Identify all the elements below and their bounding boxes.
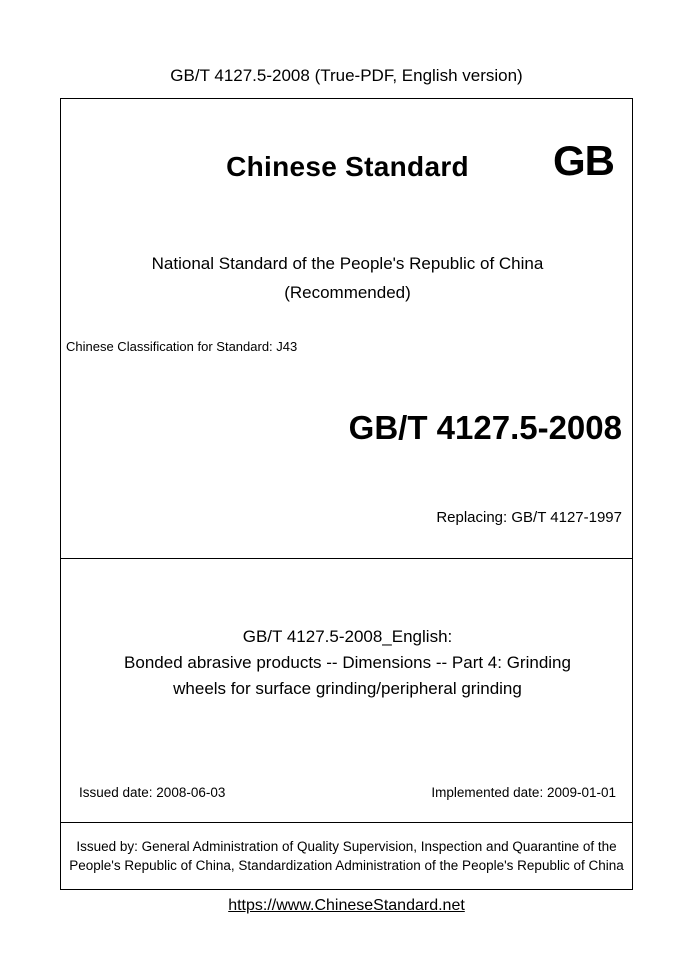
- national-standard-line-2: (Recommended): [284, 283, 411, 302]
- cover-title: Chinese Standard: [226, 151, 469, 182]
- national-standard-text: [61, 249, 634, 307]
- page-header-caption: GB/T 4127.5-2008 (True-PDF, English version): [170, 66, 523, 85]
- standard-number: GB/T 4127.5-2008: [348, 409, 622, 446]
- issuer-text: Issued by: General Administration of Quality Supervision, Inspection and Quarantine of the People's Republic of China, Standardization Administration of the People's Republic of China: [69, 839, 624, 873]
- english-title-line-2: Bonded abrasive products -- Dimensions -- Part 4: Grinding: [124, 653, 571, 672]
- footer-url[interactable]: [0, 897, 693, 915]
- classification-text: Chinese Classification for Standard: J43: [66, 339, 298, 354]
- english-title: [73, 624, 622, 702]
- english-title-line-1: GB/T 4127.5-2008_English:: [242, 627, 453, 646]
- footer-url-link[interactable]: https://www.ChineseStandard.net: [228, 897, 465, 914]
- english-title-line-3: wheels for surface grinding/peripheral grinding: [173, 679, 522, 698]
- cover-body-box: [60, 558, 633, 822]
- cover-main-box: [60, 98, 633, 558]
- issued-date: Issued date: 2008-06-03: [79, 785, 226, 800]
- implemented-date: Implemented date: 2009-01-01: [431, 785, 616, 800]
- national-standard-line-1: National Standard of the People's Republic of China: [151, 254, 544, 273]
- dates-row: [61, 785, 634, 800]
- replacing-text: Replacing: GB/T 4127-1997: [436, 509, 622, 526]
- cover-title-row: [61, 99, 632, 209]
- gb-logo: GB: [553, 137, 614, 184]
- issuer-box: [60, 822, 633, 890]
